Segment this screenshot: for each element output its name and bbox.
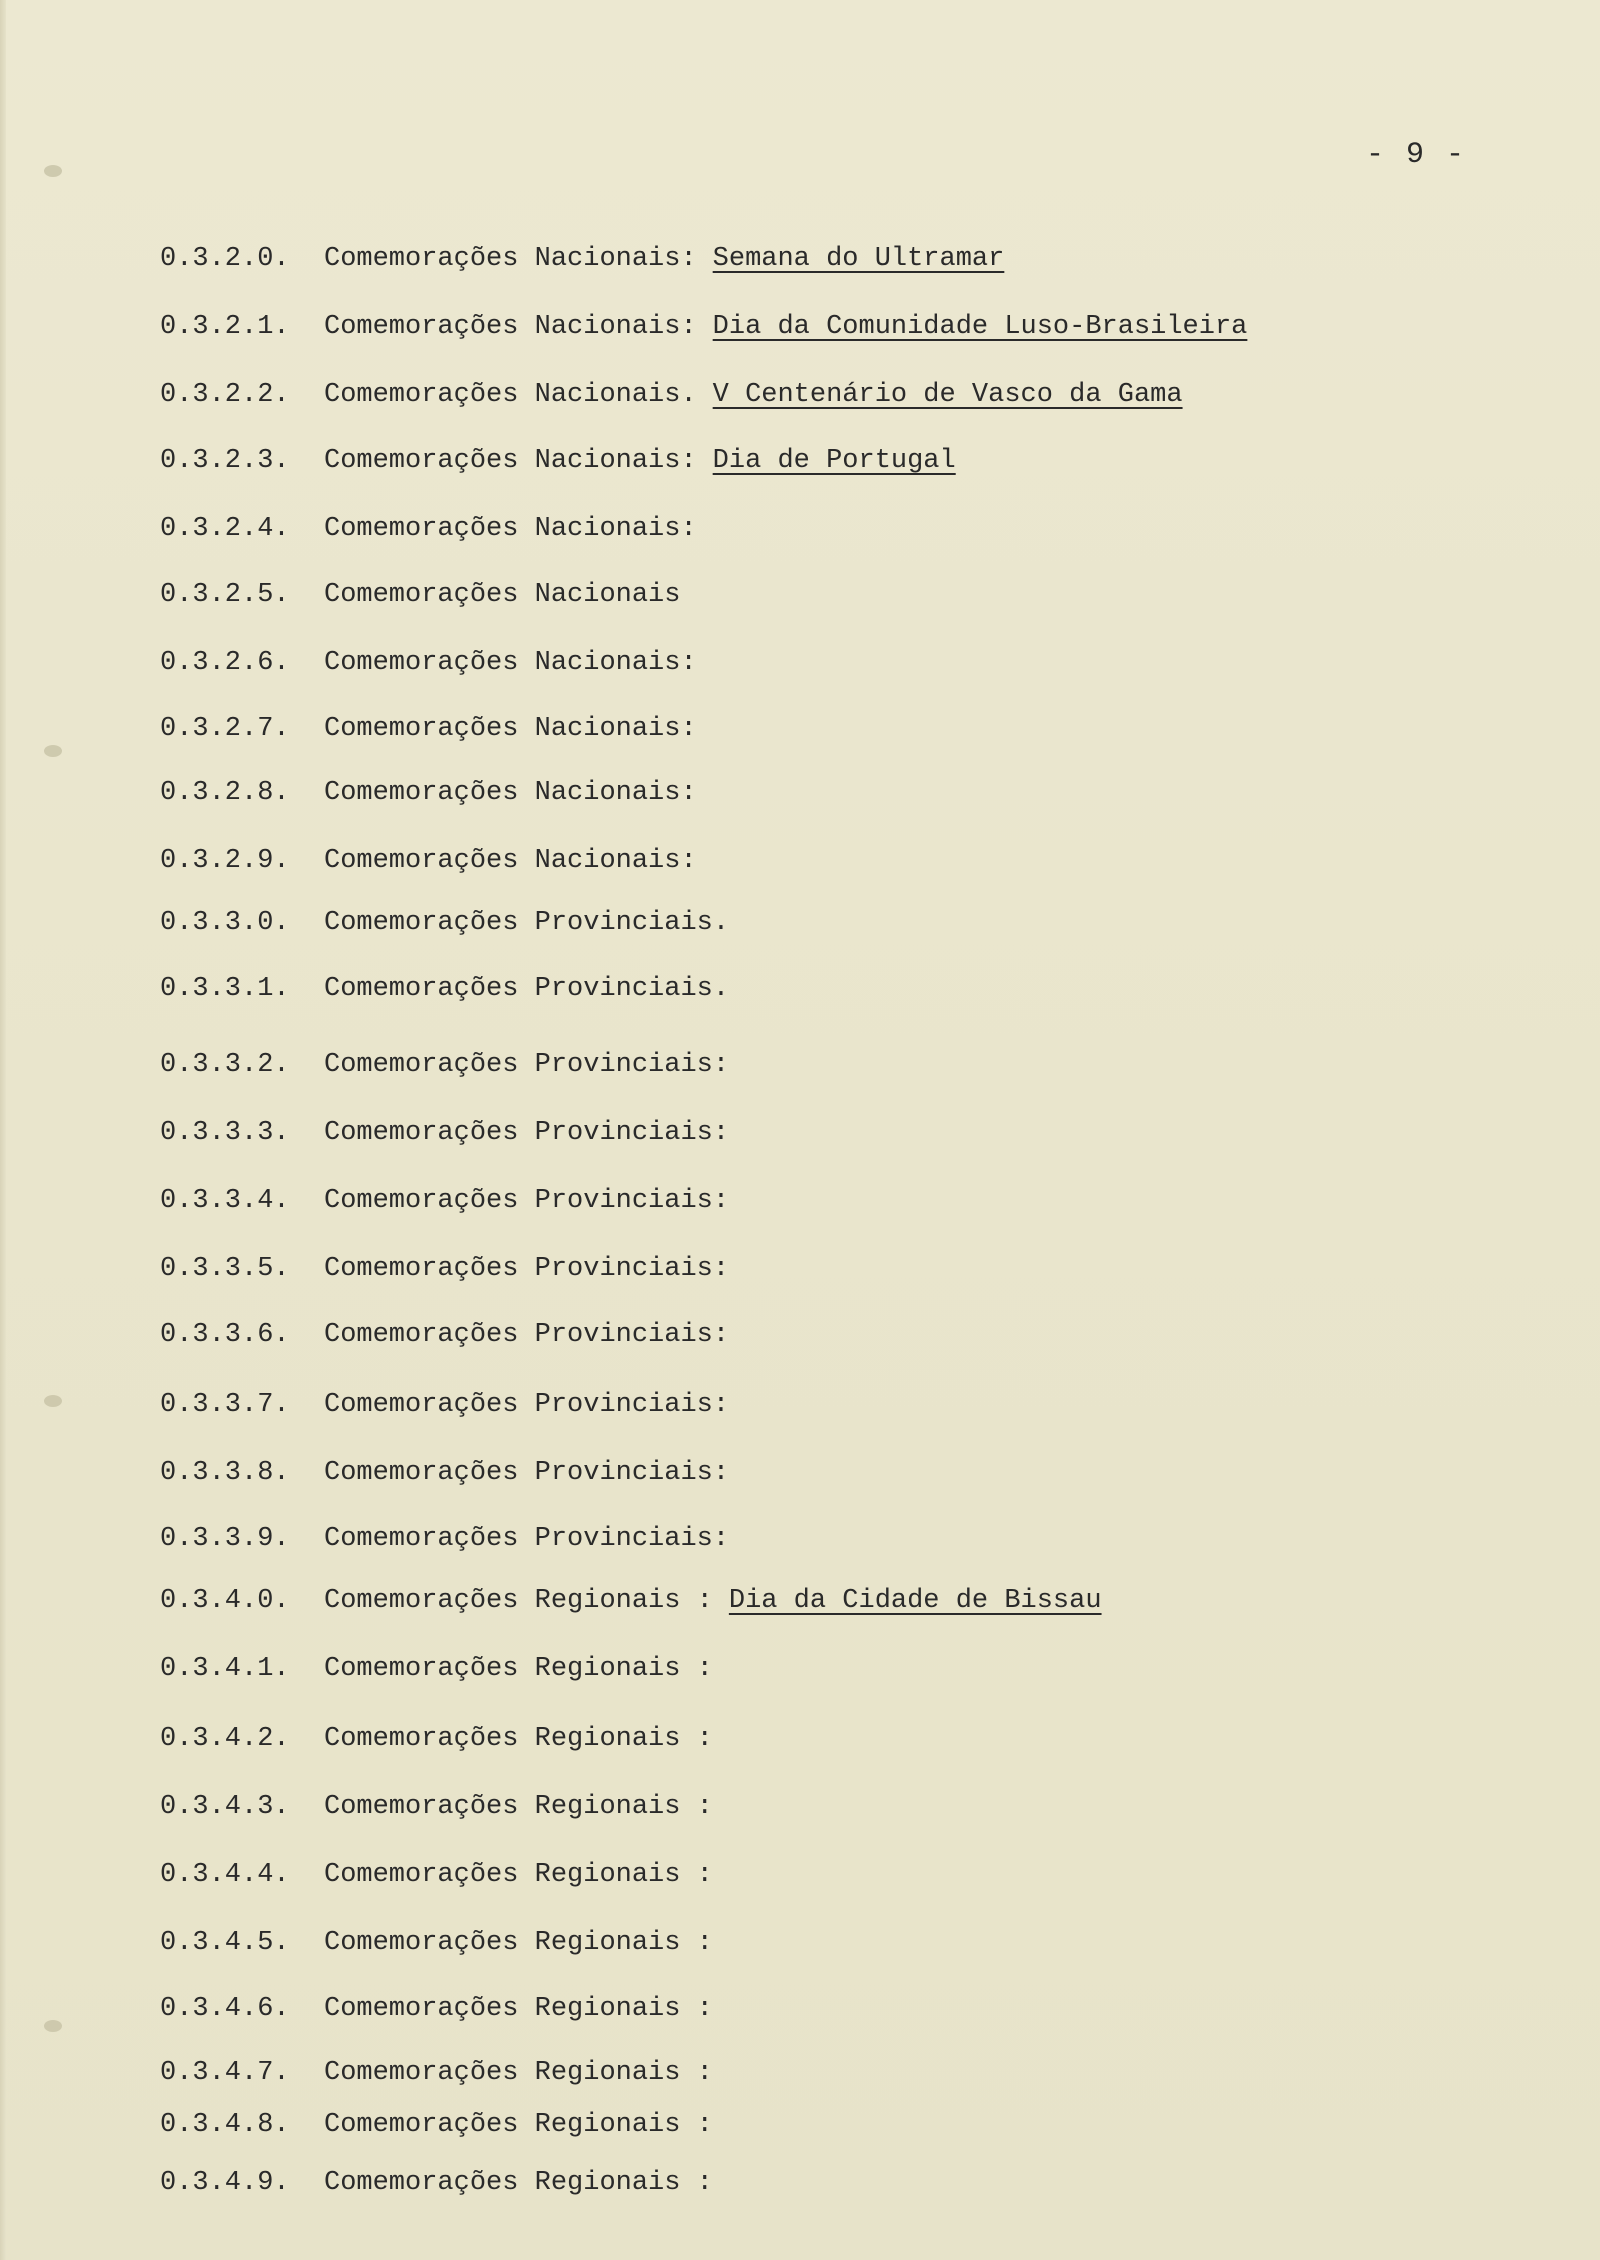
- list-item: [160, 1186, 729, 1216]
- entry-code: 0.3.4.4.: [160, 1860, 290, 1890]
- entry-label: Comemorações Regionais :: [324, 1994, 713, 2024]
- entry-label: Comemorações Provinciais:: [324, 1254, 730, 1284]
- list-item: [160, 1724, 713, 1754]
- entry-label: Comemorações Regionais :: [324, 2168, 713, 2198]
- list-item: [160, 244, 1004, 274]
- entry-code: 0.3.2.7.: [160, 714, 290, 744]
- entry-label: Comemorações Regionais :: [324, 1586, 713, 1616]
- entry-title: Dia de Portugal: [712, 446, 956, 476]
- entry-label: Comemorações Nacionais:: [324, 514, 697, 544]
- entry-code: 0.3.4.7.: [160, 2058, 290, 2088]
- punch-hole-mark: [44, 165, 62, 177]
- entry-code: 0.3.2.8.: [160, 778, 290, 808]
- entry-label: Comemorações Nacionais:: [324, 714, 697, 744]
- list-item: [160, 974, 729, 1004]
- entry-code: 0.3.3.7.: [160, 1390, 290, 1420]
- entry-code: 0.3.2.5.: [160, 580, 290, 610]
- entry-title: Dia da Comunidade Luso-Brasileira: [712, 312, 1248, 342]
- list-item: [160, 1586, 1102, 1616]
- entry-code: 0.3.3.9.: [160, 1524, 290, 1554]
- entry-code: 0.3.4.5.: [160, 1928, 290, 1958]
- entry-label: Comemorações Regionais :: [324, 2058, 713, 2088]
- list-item: [160, 1792, 713, 1822]
- entry-label: Comemorações Nacionais:: [324, 846, 697, 876]
- list-item: [160, 1118, 729, 1148]
- entry-label: Comemorações Regionais :: [324, 1724, 713, 1754]
- list-item: [160, 514, 697, 544]
- entry-label: Comemorações Regionais :: [324, 1654, 713, 1684]
- entry-label: Comemorações Provinciais:: [324, 1390, 730, 1420]
- list-item: [160, 1458, 729, 1488]
- list-item: [160, 908, 729, 938]
- entry-code: 0.3.2.9.: [160, 846, 290, 876]
- entry-label: Comemorações Provinciais:: [324, 1320, 730, 1350]
- list-item: [160, 2168, 713, 2198]
- entry-label: Comemorações Nacionais:: [324, 446, 697, 476]
- entry-label: Comemorações Regionais :: [324, 1860, 713, 1890]
- list-item: [160, 1928, 713, 1958]
- list-item: [160, 580, 680, 610]
- page-number: - 9 -: [1365, 138, 1466, 172]
- entry-code: 0.3.4.6.: [160, 1994, 290, 2024]
- list-item: [160, 1390, 729, 1420]
- list-item: [160, 714, 697, 744]
- entry-code: 0.3.2.3.: [160, 446, 290, 476]
- entry-label: Comemorações Regionais :: [324, 1928, 713, 1958]
- entry-code: 0.3.4.1.: [160, 1654, 290, 1684]
- entry-label: Comemorações Provinciais.: [324, 908, 730, 938]
- entry-code: 0.3.2.0.: [160, 244, 290, 274]
- list-item: [160, 446, 956, 476]
- entry-label: Comemorações Regionais :: [324, 1792, 713, 1822]
- list-item: [160, 778, 697, 808]
- entry-code: 0.3.2.6.: [160, 648, 290, 678]
- entry-label: Comemorações Regionais :: [324, 2110, 713, 2140]
- entry-code: 0.3.4.8.: [160, 2110, 290, 2140]
- list-item: [160, 1524, 729, 1554]
- entry-code: 0.3.3.1.: [160, 974, 290, 1004]
- list-item: [160, 2058, 713, 2088]
- entry-code: 0.3.3.6.: [160, 1320, 290, 1350]
- entry-label: Comemorações Nacionais.: [324, 380, 697, 410]
- entry-code: 0.3.2.1.: [160, 312, 290, 342]
- entry-code: 0.3.4.0.: [160, 1586, 290, 1616]
- entry-label: Comemorações Nacionais:: [324, 778, 697, 808]
- list-item: [160, 1654, 713, 1684]
- list-item: [160, 312, 1247, 342]
- entry-code: 0.3.2.4.: [160, 514, 290, 544]
- list-item: [160, 1320, 729, 1350]
- entry-label: Comemorações Nacionais:: [324, 648, 697, 678]
- entry-code: 0.3.3.4.: [160, 1186, 290, 1216]
- entry-label: Comemorações Provinciais:: [324, 1458, 730, 1488]
- entry-code: 0.3.4.9.: [160, 2168, 290, 2198]
- entry-code: 0.3.3.3.: [160, 1118, 290, 1148]
- entry-code: 0.3.3.8.: [160, 1458, 290, 1488]
- entry-label: Comemorações Nacionais: [324, 580, 681, 610]
- entry-title: V Centenário de Vasco da Gama: [712, 380, 1183, 410]
- punch-hole-mark: [44, 1395, 62, 1407]
- punch-hole-mark: [44, 2020, 62, 2032]
- list-item: [160, 2110, 713, 2140]
- list-item: [160, 1994, 713, 2024]
- entry-label: Comemorações Nacionais:: [324, 244, 697, 274]
- entry-title: Dia da Cidade de Bissau: [728, 1586, 1102, 1616]
- list-item: [160, 1254, 729, 1284]
- list-item: [160, 1860, 713, 1890]
- entry-label: Comemorações Provinciais:: [324, 1524, 730, 1554]
- entry-code: 0.3.3.5.: [160, 1254, 290, 1284]
- punch-hole-mark: [44, 745, 62, 757]
- entry-label: Comemorações Provinciais.: [324, 974, 730, 1004]
- entry-label: Comemorações Provinciais:: [324, 1118, 730, 1148]
- entry-label: Comemorações Provinciais:: [324, 1050, 730, 1080]
- list-item: [160, 648, 697, 678]
- entry-code: 0.3.4.2.: [160, 1724, 290, 1754]
- list-item: [160, 1050, 729, 1080]
- entry-label: Comemorações Nacionais:: [324, 312, 697, 342]
- entry-code: 0.3.4.3.: [160, 1792, 290, 1822]
- entry-code: 0.3.3.0.: [160, 908, 290, 938]
- paper-edge: [0, 0, 6, 2260]
- entry-code: 0.3.3.2.: [160, 1050, 290, 1080]
- list-item: [160, 846, 697, 876]
- entry-label: Comemorações Provinciais:: [324, 1186, 730, 1216]
- entry-title: Semana do Ultramar: [712, 244, 1005, 274]
- entry-code: 0.3.2.2.: [160, 380, 290, 410]
- list-item: [160, 380, 1183, 410]
